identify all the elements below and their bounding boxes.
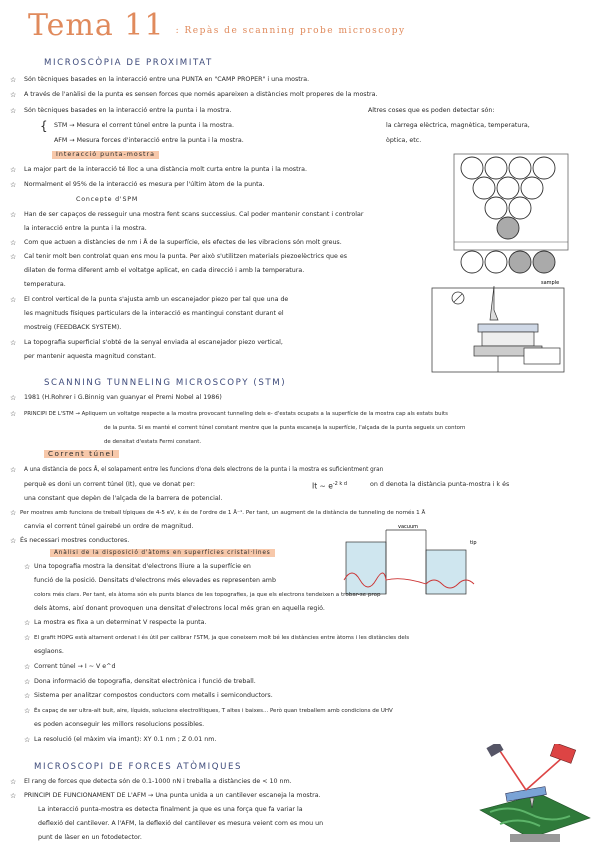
bullet-star: ☆	[10, 107, 17, 115]
text-line: La resolució (el màxim via imant): XY 0.1 nm ; Z 0.01 nm.	[34, 736, 217, 743]
bullet-star: ☆	[10, 76, 17, 84]
text-line: per mantenir aquesta magnitud constant.	[24, 353, 157, 360]
text-line: PRINCIPI DE FUNCIONAMENT DE L'AFM → Una punta unida a un cantilever escaneja la mostra.	[24, 792, 321, 799]
bullet-star: ☆	[10, 253, 17, 261]
text-line: temperatura.	[24, 281, 66, 288]
stm-setup-diagram	[424, 268, 574, 378]
text-line: Dona informació de topografia, densitat electrònica i funció de treball.	[34, 678, 256, 685]
text-line: STM → Mesura el corrent túnel entre la punta i la mostra.	[54, 122, 234, 129]
text-line: de la punta. Si es manté el corrent túnel constant mentre que la punta escaneja la superfície, l'alçada de la punta segueix un contorn	[104, 425, 466, 431]
text-line: colors més clars. Per tant, els àtoms són els punts blancs de les topografies, ja que els electrons tendeixen a trobar-se prop	[34, 592, 381, 598]
bullet-star: ☆	[10, 239, 17, 247]
bullet-star: ☆	[10, 211, 17, 219]
bullet-star: ☆	[24, 563, 31, 571]
text-line: Normalment el 95% de la interacció es mesura per l'últim àtom de la punta.	[24, 181, 265, 188]
text-line: La mostra es fixa a un determinat V respecte la punta.	[34, 619, 207, 626]
side-note-line: òptica, etc.	[386, 137, 422, 144]
text-line: Són tècniques basades en la interacció entre la punta i la mostra.	[24, 107, 232, 114]
text-line: Cal tenir molt ben controlat quan ens mou la punta. Per això s'utilitzen materials piezoelèctrics que es	[24, 253, 348, 260]
text-line: La major part de la interacció té lloc a una distància molt curta entre la punta i la mostra.	[24, 166, 307, 173]
bullet-star: ☆	[24, 707, 31, 715]
text-line: AFM → Mesura forces d'interacció entre la punta i la mostra.	[54, 137, 244, 144]
bullet-star: ☆	[10, 778, 17, 786]
bullet-star: ☆	[10, 509, 17, 517]
bullet-star: ☆	[10, 466, 17, 474]
text-line: Una topografia mostra la densitat d'electrons lliure a la superfície en	[34, 563, 251, 570]
text-line: funció de la posició. Densitats d'electrons més elevades es representen amb	[34, 577, 276, 584]
text-line: Per mostres amb funcions de treball típiques de 4-5 eV, k és de l'ordre de 1 Å⁻¹. Per tant, un augment de la distància de tunneling de només 1 Å	[20, 510, 426, 516]
text-line: dels àtoms, així donant provoquen una densitat d'electrons local més gran en aquella regió.	[34, 605, 325, 612]
text-line: A una distància de pocs Å, el solapament entre les funcions d'ona dels electrons de la punta i la mostra es suficientment gran	[24, 467, 384, 473]
text-line: punt de làser en un fotodetector.	[38, 834, 142, 841]
title-main: Tema 11	[28, 8, 165, 43]
bullet-star: ☆	[10, 394, 17, 402]
vacuum-label: vacuum	[398, 524, 418, 530]
bullet-star: ☆	[24, 736, 31, 744]
text-line: dilaten de forma diferent amb el voltatge aplicat, en cada direcció i amb la temperatura.	[24, 267, 305, 274]
bullet-star: ☆	[24, 663, 31, 671]
text-line: una constant que depèn de l'alçada de la barrera de potencial.	[24, 495, 223, 502]
tip-atoms-diagram	[446, 146, 576, 261]
afm-diagram	[470, 744, 596, 844]
bullet-star: ☆	[24, 619, 31, 627]
brace: {	[40, 119, 48, 133]
text-line: Han de ser capaços de resseguir una mostra fent scans successius. Cal poder mantenir constant i controlar	[24, 211, 364, 218]
text-line: Són tècniques basades en la interacció entre una PUNTA en "CAMP PROPER" i una mostra.	[24, 76, 310, 83]
formula-lhs: It ∼ e	[312, 481, 333, 491]
formula-exponent: -2 k d	[332, 481, 348, 487]
text-line: El rang de forces que detecta són de 0.1-1000 nN i treballa a distàncies de < 10 nm.	[24, 778, 292, 785]
bullet-star: ☆	[10, 91, 17, 99]
text-line: PRINCIPI DE L'STM → Apliquem un voltatge respecte a la mostra provocant tunneling dels e- d'estats ocupats a la superfície de la mostra cap als estats buits	[24, 411, 448, 417]
subheading-spm: Concepte d'SPM	[76, 196, 139, 203]
section-heading-afm: MICROSCOPI DE FORCES ATÒMIQUES	[34, 762, 243, 772]
subheading-tunnel-current: Corrent túnel	[44, 450, 119, 458]
text-line: perquè es doni un corrent túnel (It), que ve donat per:	[24, 481, 195, 488]
tunnel-formula	[312, 480, 347, 491]
side-note-line: Altres coses que es poden detectar són:	[368, 107, 495, 114]
text-line: És capaç de ser ultra-alt buit, aire, líquids, solucions electrolítiques, T altes i baixes... Però quan treballem amb condicions de UHV	[34, 708, 393, 714]
bullet-star: ☆	[10, 792, 17, 800]
section-heading-proximity: MICROSCÒPIA DE PROXIMITAT	[44, 58, 213, 68]
bullet-star: ☆	[24, 634, 31, 642]
text-line: És necessari mostres conductores.	[20, 537, 130, 544]
title-sub: : Repàs de scanning probe microscopy	[175, 25, 406, 36]
bullet-star: ☆	[10, 537, 17, 545]
text-line: A través de l'anàlisi de la punta es sensen forces que només apareixen a distàncies molt properes de la mostra.	[24, 91, 378, 98]
bullet-star: ☆	[24, 678, 31, 686]
text-line: 1981 (H.Rohrer i G.Binnig van guanyar el Premi Nobel al 1986)	[24, 394, 222, 401]
text-line: La topografia superficial s'obté de la senyal enviada al escanejador piezo vertical,	[24, 339, 283, 346]
text-line: deflexió del cantilever. A l'AFM, la deflexió del cantilever es mesura veient com es mou un	[38, 820, 324, 827]
text-line: de densitat d'estats Fermi constant.	[104, 439, 202, 445]
subheading-atom-arrangement: Anàlisi de la disposició d'àtoms en superfícies cristal·lines	[50, 549, 275, 557]
text-line: Com que actuen a distàncies de nm i Å de la superfície, els efectes de les vibracions són molt greus.	[24, 239, 342, 246]
bullet-star: ☆	[10, 410, 17, 418]
bullet-star: ☆	[10, 166, 17, 174]
side-note-line: la càrrega elèctrica, magnètica, temperatura,	[386, 122, 530, 129]
subheading-interaction: Interacció punta-mostra	[52, 151, 159, 159]
page-title	[28, 8, 406, 43]
text-line: canvia el corrent túnel gairebé un ordre de magnitud.	[24, 523, 194, 530]
text-line: El control vertical de la punta s'ajusta amb un escanejador piezo per tal que una de	[24, 296, 289, 303]
text-line: les magnituds físiques particulars de la interacció es mantingui constant durant el	[24, 310, 284, 317]
text-line: La interacció punta-mostra es detecta finalment ja que es una força que fa variar la	[38, 806, 303, 813]
section-heading-stm: SCANNING TUNNELING MICROSCOPY (STM)	[44, 378, 287, 388]
bullet-star: ☆	[10, 181, 17, 189]
text-line: Corrent túnel → I ∼ V e^d	[34, 663, 116, 670]
bullet-star: ☆	[10, 296, 17, 304]
text-line: la interacció entre la punta i la mostra.	[24, 225, 147, 232]
bullet-star: ☆	[24, 692, 31, 700]
text-line: esglaons.	[34, 648, 64, 655]
bullet-star: ☆	[10, 339, 17, 347]
text-line: mostreig (FEEDBACK SYSTEM).	[24, 324, 122, 331]
text-line: es poden aconseguir les millors resolucions possibles.	[34, 721, 205, 728]
sample-label: sample	[541, 280, 560, 286]
text-line: Sistema per analitzar compostos conductors com metalls i semiconductors.	[34, 692, 273, 699]
text-line: on d denota la distància punta-mostra i k és	[370, 481, 510, 488]
tip-label: tip	[470, 540, 477, 546]
text-line: El grafit HOPG està altament ordenat i és útil per calibrar l'STM, ja que coneixem molt bé les distàncies entre àtoms i les distàncies dels	[34, 635, 410, 641]
